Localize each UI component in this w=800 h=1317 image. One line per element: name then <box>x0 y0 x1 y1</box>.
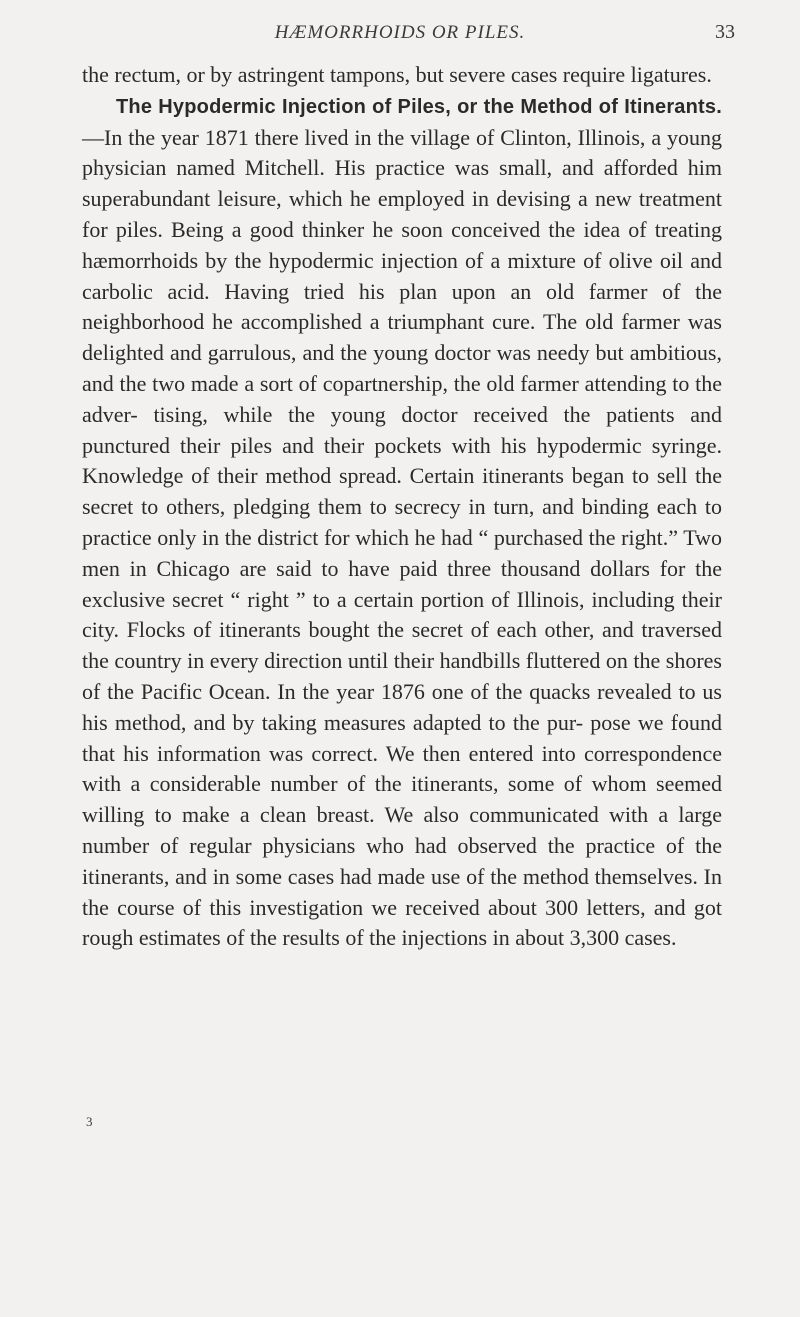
running-head: HÆMORRHOIDS OR PILES. <box>274 22 526 43</box>
signature-mark: 3 <box>86 1114 93 1129</box>
section-paragraph <box>82 91 722 954</box>
body-text <box>82 60 722 954</box>
continuation-paragraph: the rectum, or by astringent tampons, but severe cases require ligatures. <box>82 62 712 87</box>
page-number: 33 <box>715 21 735 43</box>
section-text: —In the year 1871 there lived in the village of Clinton, Illinois, a young physician named Mitchell. His practice was small, and afforded him superabundant leisure, which he employed in devising a new treatment for piles. Being a good thinker he soon conceived the idea of treating hæmorrhoids by the hypodermic injection of a mixture of olive oil and carbolic acid. Having tried his plan upon an old farmer of the neighborhood he accomplished a triumphant cure. The old farmer was delighted and garrulous, and the young doctor was needy but ambitious, and the two made a sort of copartnership, the old farmer attending to the adver- tising, while the young doctor received the patients and punctured their piles and their pockets with his hypodermic syringe. Knowledge of their method spread. Certain itinerants began to sell the secret to others, pledging them to secrecy in turn, and binding each to practice only in the district for which he had “ purchased the right.” Two men in Chicago are said to have paid three thousand dollars for the exclusive secret “ right ” to a certain portion of Illinois, including their city. Flocks of itinerants bought the secret of each other, and traversed the country in every direction until their handbills fluttered on the shores of the Pacific Ocean. In the year 1876 one of the quacks revealed to us his method, and by taking measures adapted to the pur- pose we found that his information was correct. We then entered into correspondence with a considerable number of the itinerants, some of whom seemed willing to make a clean breast. We also communicated with a large number of regular physicians who had observed the practice of the itinerants, and in some cases had made use of the method themselves. In the course of this investigation we received about 300 letters, and got rough estimates of the results of the injections in about 3,300 cases. <box>82 124 722 951</box>
section-heading: The Hypodermic Injection of Piles, or the Method of Itinerants. <box>116 95 722 118</box>
